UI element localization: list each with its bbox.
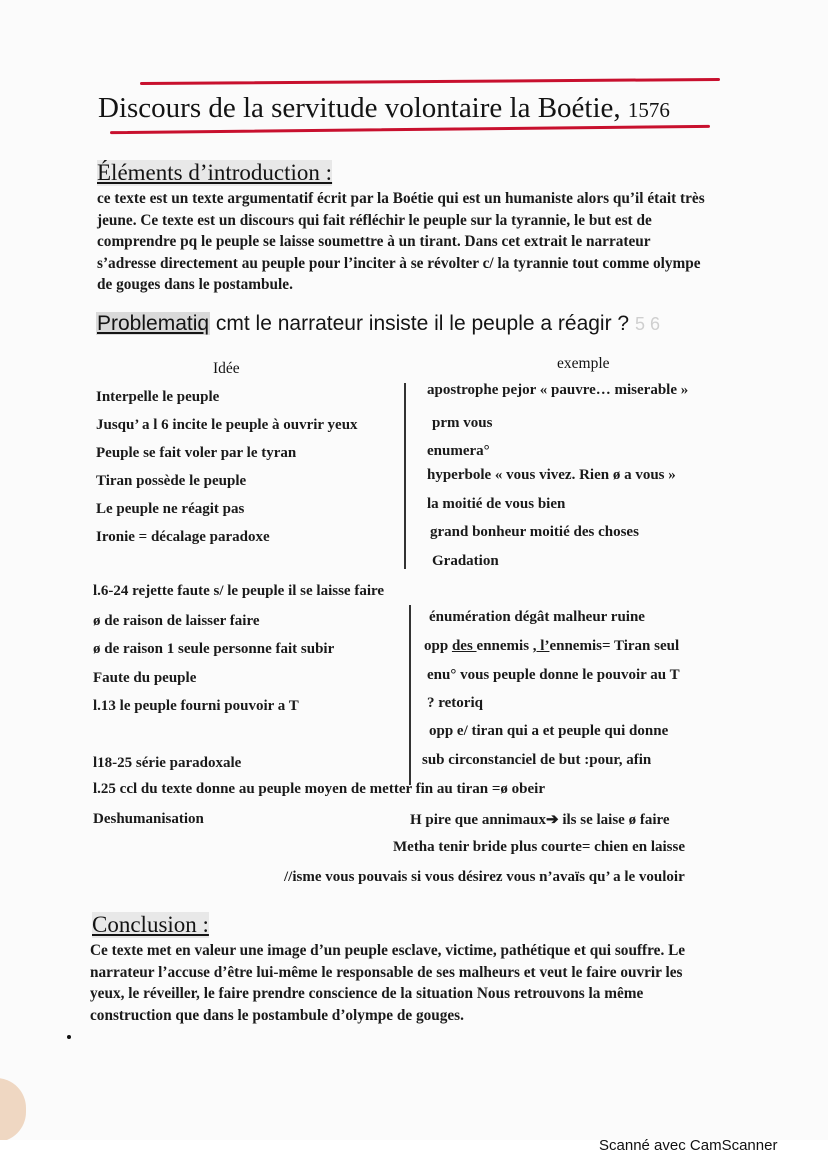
example-cell: sub circonstanciel de but :pour, afin xyxy=(422,752,652,768)
example-cell: apostrophe pejor « pauvre… miserable » xyxy=(427,382,689,398)
title-text: Discours de la servitude volontaire la Boétie, xyxy=(98,92,621,124)
intro-line: jeune. Ce texte est un discours qui fait réfléchir le peuple sur la tyrannie, le but est de xyxy=(97,211,652,229)
idea-cell: ø de raison de laisser faire xyxy=(93,613,260,629)
example-cell: la moitié de vous bien xyxy=(427,496,566,512)
intro-paragraph xyxy=(97,188,705,296)
intro-line: ce texte est un texte argumentatif écrit par la Boétie qui est un humaniste alors qu’il était très xyxy=(97,190,705,207)
example-underlined: , l’ xyxy=(532,638,550,654)
idea-cell: Ironie = décalage paradoxe xyxy=(96,529,270,545)
idea-cell: Jusqu’ a l 6 incite le peuple à ouvrir yeux xyxy=(96,417,358,433)
thumb-edge xyxy=(0,1078,26,1142)
conclusion-line: narrateur l’accuse d’être lui-même le responsable de ses malheurs et veut le faire ouvrir les xyxy=(90,963,683,981)
column-header-idea: Idée xyxy=(213,360,240,377)
intro-heading: Éléments d’introduction : xyxy=(97,160,333,185)
idea-cell: Deshumanisation xyxy=(93,811,204,827)
idea-cell: Faute du peuple xyxy=(93,670,197,686)
problematic-label: Problematiq xyxy=(97,312,210,335)
example-cell: Metha tenir bride plus courte= chien en laisse xyxy=(393,839,686,855)
conclusion-line: yeux, le réveiller, le faire prendre conscience de la situation Nous retrouvons la même xyxy=(90,985,644,1002)
example-cell: opp e/ tiran qui a et peuple qui donne xyxy=(429,723,669,739)
intro-line: comprendre pq le peuple se laisse soumettre à un tirant. Dans cet extrait le narrateur xyxy=(97,233,651,250)
problematic-text: cmt le narrateur insiste il le peuple a réagir ? xyxy=(210,312,630,335)
conclusion-paragraph xyxy=(90,940,685,1026)
example-cell: //isme vous pouvais si vous désirez vous n’avaïs qu’ a le vouloir xyxy=(284,869,685,885)
example-cell: prm vous xyxy=(432,415,493,431)
page-title xyxy=(98,92,670,125)
title-top-rule xyxy=(140,78,720,85)
problematic-line xyxy=(96,312,660,336)
example-cell: énumération dégât malheur ruine xyxy=(429,609,645,625)
conclusion-line: construction que dans le postambule d’olympe de gouges. xyxy=(90,1006,464,1024)
idea-cell: Tiran possède le peuple xyxy=(96,473,247,489)
scanner-watermark: Scanné avec CamScanner xyxy=(599,1137,778,1154)
idea-cell: Peuple se fait voler par le tyran xyxy=(96,445,297,461)
example-cell: enu° vous peuple donne le pouvoir au T xyxy=(427,667,680,683)
example-cell: ? retoriq xyxy=(427,695,483,711)
idea-cell: l18-25 série paradoxale xyxy=(93,755,242,771)
title-bottom-rule xyxy=(110,125,710,134)
example-cell xyxy=(424,638,679,655)
ccl-line: l.25 ccl du texte donne au peuple moyen de metter fin au tiran =ø obeir xyxy=(93,781,545,797)
example-text: ennemis= Tiran seul xyxy=(549,638,680,654)
example-text: opp xyxy=(424,638,452,654)
example-cell: hyperbole « vous vivez. Rien ø a vous » xyxy=(427,467,676,483)
example-text: ennemis xyxy=(476,638,533,654)
example-cell: Gradation xyxy=(432,553,499,569)
example-cell: H pire que annimaux➔ ils se laise ø faire xyxy=(410,812,670,828)
conclusion-line: Ce texte met en valeur une image d’un peuple esclave, victime, pathétique et qui souffre. Le xyxy=(90,942,686,959)
intro-line: de gouges dans le postambule. xyxy=(97,276,293,293)
table-divider xyxy=(409,605,411,785)
idea-cell: Le peuple ne réagit pas xyxy=(96,501,245,517)
idea-cell: ø de raison 1 seule personne fait subir xyxy=(93,641,335,657)
table-divider xyxy=(404,383,406,569)
problematic-smudge: 5 6 xyxy=(634,314,660,334)
title-year: 1576 xyxy=(627,98,670,122)
idea-cell: Interpelle le peuple xyxy=(96,389,220,405)
example-cell: enumera° xyxy=(427,443,490,459)
conclusion-heading: Conclusion : xyxy=(92,912,209,937)
intro-line: s’adresse directement au peuple pour l’inciter à se révolter c/ la tyrannie tout comme olympe xyxy=(97,254,701,272)
example-cell: grand bonheur moitié des choses xyxy=(430,524,639,540)
example-underlined: des xyxy=(451,638,477,654)
section-line: l.6-24 rejette faute s/ le peuple il se laisse faire xyxy=(93,583,385,599)
idea-cell: l.13 le peuple fourni pouvoir a T xyxy=(93,698,299,714)
column-header-example: exemple xyxy=(557,355,610,372)
ink-dot xyxy=(67,1035,71,1039)
